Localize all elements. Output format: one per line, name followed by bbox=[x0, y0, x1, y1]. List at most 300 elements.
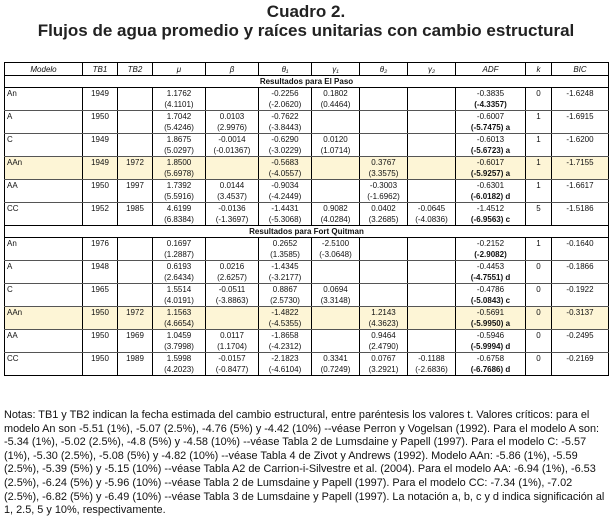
header-cell: ADF bbox=[456, 63, 526, 76]
table-row-tstats bbox=[5, 318, 609, 330]
cell-th2: 0.3767 bbox=[360, 157, 408, 169]
cell-bic: -0.2169 bbox=[552, 353, 609, 365]
cell-model: C bbox=[5, 134, 83, 146]
cell-tb1: 1950 bbox=[83, 353, 118, 365]
cell-tb1: 1952 bbox=[83, 203, 118, 215]
cell-empty bbox=[552, 249, 609, 261]
cell-t_th2 bbox=[360, 145, 408, 157]
cell-empty bbox=[83, 99, 118, 111]
cell-th2 bbox=[360, 261, 408, 273]
cell-model: AA bbox=[5, 180, 83, 192]
cell-t_g2 bbox=[408, 341, 456, 353]
cell-mu: 1.7042 bbox=[153, 111, 206, 123]
cell-mu: 1.7392 bbox=[153, 180, 206, 192]
table-row bbox=[5, 284, 609, 296]
cell-t_g2 bbox=[408, 99, 456, 111]
cell-empty bbox=[83, 214, 118, 226]
cell-empty bbox=[5, 364, 83, 376]
header-cell: BIC bbox=[552, 63, 609, 76]
cell-g1 bbox=[312, 180, 360, 192]
cell-beta bbox=[206, 157, 259, 169]
cell-empty bbox=[118, 191, 153, 203]
cell-beta bbox=[206, 88, 259, 100]
cell-beta: -0.0136 bbox=[206, 203, 259, 215]
header-cell: β bbox=[206, 63, 259, 76]
cell-empty bbox=[83, 341, 118, 353]
cell-tb1: 1949 bbox=[83, 88, 118, 100]
cell-tb2: 1989 bbox=[118, 353, 153, 365]
header-cell: θ₂ bbox=[360, 63, 408, 76]
cell-t_g1: (3.3148) bbox=[312, 295, 360, 307]
cell-bic: -0.1922 bbox=[552, 284, 609, 296]
cell-empty bbox=[552, 295, 609, 307]
header-cell: Modelo bbox=[5, 63, 83, 76]
cell-t_g1 bbox=[312, 341, 360, 353]
cell-beta: 0.0216 bbox=[206, 261, 259, 273]
cell-tb1: 1950 bbox=[83, 111, 118, 123]
cell-empty bbox=[83, 249, 118, 261]
table-row-tstats bbox=[5, 168, 609, 180]
cell-th1: -1.4345 bbox=[259, 261, 312, 273]
cell-k: 1 bbox=[526, 157, 552, 169]
cell-g2 bbox=[408, 238, 456, 250]
cell-tb2 bbox=[118, 134, 153, 146]
cell-adf: -0.2152 bbox=[456, 238, 526, 250]
cell-t_g2 bbox=[408, 168, 456, 180]
table-row-tstats bbox=[5, 145, 609, 157]
table-row bbox=[5, 111, 609, 123]
cell-t_adf: (-5.9994) d bbox=[456, 341, 526, 353]
cell-t_th1: (-4.6104) bbox=[259, 364, 312, 376]
table-row bbox=[5, 88, 609, 100]
cell-tb1: 1976 bbox=[83, 238, 118, 250]
cell-empty bbox=[526, 214, 552, 226]
cell-k: 0 bbox=[526, 261, 552, 273]
cell-empty bbox=[118, 168, 153, 180]
table-row-tstats bbox=[5, 364, 609, 376]
cell-th1: -0.5683 bbox=[259, 157, 312, 169]
cell-tb2 bbox=[118, 261, 153, 273]
cell-empty bbox=[118, 214, 153, 226]
cell-k: 0 bbox=[526, 330, 552, 342]
cell-t_g1: (0.4464) bbox=[312, 99, 360, 111]
cell-t_g2: (-2.6836) bbox=[408, 364, 456, 376]
cell-model: An bbox=[5, 238, 83, 250]
cell-t_g2: (-4.0836) bbox=[408, 214, 456, 226]
cell-k: 0 bbox=[526, 353, 552, 365]
cell-g2 bbox=[408, 261, 456, 273]
cell-th2: 1.2143 bbox=[360, 307, 408, 319]
cell-t_beta: (2.9976) bbox=[206, 122, 259, 134]
cell-th2 bbox=[360, 111, 408, 123]
header-cell: μ bbox=[153, 63, 206, 76]
table-row bbox=[5, 203, 609, 215]
cell-bic: -0.2495 bbox=[552, 330, 609, 342]
cell-th2: -0.3003 bbox=[360, 180, 408, 192]
cell-t_beta bbox=[206, 99, 259, 111]
cell-k: 1 bbox=[526, 180, 552, 192]
cell-empty bbox=[526, 145, 552, 157]
cell-empty bbox=[118, 249, 153, 261]
cell-g1 bbox=[312, 261, 360, 273]
cell-t_beta: (1.1704) bbox=[206, 341, 259, 353]
cell-t_th1: (-4.2449) bbox=[259, 191, 312, 203]
cell-empty bbox=[118, 318, 153, 330]
cell-t_mu: (5.4246) bbox=[153, 122, 206, 134]
cell-t_mu: (2.6434) bbox=[153, 272, 206, 284]
cell-g1: 0.1802 bbox=[312, 88, 360, 100]
cell-t_th2: (3.2685) bbox=[360, 214, 408, 226]
cell-mu: 1.0459 bbox=[153, 330, 206, 342]
cell-g1 bbox=[312, 330, 360, 342]
cell-empty bbox=[5, 295, 83, 307]
cell-empty bbox=[552, 122, 609, 134]
cell-tb2 bbox=[118, 111, 153, 123]
cell-t_mu: (4.1101) bbox=[153, 99, 206, 111]
cell-tb1: 1949 bbox=[83, 134, 118, 146]
cell-tb1: 1950 bbox=[83, 180, 118, 192]
cell-tb1: 1965 bbox=[83, 284, 118, 296]
cell-t_g2 bbox=[408, 191, 456, 203]
cell-empty bbox=[526, 341, 552, 353]
cell-empty bbox=[118, 364, 153, 376]
cell-t_g1 bbox=[312, 122, 360, 134]
cell-t_th2 bbox=[360, 272, 408, 284]
cell-tb1: 1950 bbox=[83, 307, 118, 319]
cell-t_g1 bbox=[312, 272, 360, 284]
cell-bic: -0.3137 bbox=[552, 307, 609, 319]
table-row-tstats bbox=[5, 295, 609, 307]
cell-adf: -0.5946 bbox=[456, 330, 526, 342]
cell-t_adf: (-6.7686) d bbox=[456, 364, 526, 376]
cell-g2 bbox=[408, 284, 456, 296]
cell-g1 bbox=[312, 111, 360, 123]
cell-g1: 0.0120 bbox=[312, 134, 360, 146]
header-cell: k bbox=[526, 63, 552, 76]
cell-empty bbox=[83, 145, 118, 157]
cell-beta: 0.0117 bbox=[206, 330, 259, 342]
cell-mu: 1.1762 bbox=[153, 88, 206, 100]
cell-bic: -1.7155 bbox=[552, 157, 609, 169]
cell-empty bbox=[526, 318, 552, 330]
cell-t_th2 bbox=[360, 295, 408, 307]
cell-empty bbox=[552, 272, 609, 284]
cell-empty bbox=[83, 318, 118, 330]
cell-empty bbox=[83, 122, 118, 134]
cell-tb2 bbox=[118, 88, 153, 100]
cell-mu: 1.8675 bbox=[153, 134, 206, 146]
cell-th1: 0.8867 bbox=[259, 284, 312, 296]
cell-th2: 0.0767 bbox=[360, 353, 408, 365]
cell-empty bbox=[118, 122, 153, 134]
cell-t_adf: (-5.7475) a bbox=[456, 122, 526, 134]
cell-th2 bbox=[360, 284, 408, 296]
cell-empty bbox=[552, 364, 609, 376]
section-header-row bbox=[5, 76, 609, 88]
cell-t_g2 bbox=[408, 145, 456, 157]
cell-beta bbox=[206, 307, 259, 319]
cell-th1: -0.2256 bbox=[259, 88, 312, 100]
cell-tb2: 1985 bbox=[118, 203, 153, 215]
cell-adf: -0.4786 bbox=[456, 284, 526, 296]
cell-tb2 bbox=[118, 284, 153, 296]
cell-tb1: 1950 bbox=[83, 330, 118, 342]
cell-k: 0 bbox=[526, 307, 552, 319]
cell-empty bbox=[118, 99, 153, 111]
cell-t_mu: (6.8384) bbox=[153, 214, 206, 226]
cell-empty bbox=[83, 168, 118, 180]
cell-beta: 0.0103 bbox=[206, 111, 259, 123]
cell-adf: -1.4512 bbox=[456, 203, 526, 215]
header-cell: TB1 bbox=[83, 63, 118, 76]
cell-tb2: 1972 bbox=[118, 157, 153, 169]
cell-empty bbox=[83, 295, 118, 307]
cell-beta: -0.0014 bbox=[206, 134, 259, 146]
cell-beta bbox=[206, 238, 259, 250]
cell-empty bbox=[118, 145, 153, 157]
cell-t_beta: (2.6257) bbox=[206, 272, 259, 284]
cell-bic: -1.5186 bbox=[552, 203, 609, 215]
cell-model: AAn bbox=[5, 307, 83, 319]
cell-t_adf: (-2.9082) bbox=[456, 249, 526, 261]
cell-t_th1: (-3.2177) bbox=[259, 272, 312, 284]
cell-g2 bbox=[408, 88, 456, 100]
cell-adf: -0.3835 bbox=[456, 88, 526, 100]
cell-bic: -0.1866 bbox=[552, 261, 609, 273]
header-cell: θ₁ bbox=[259, 63, 312, 76]
cell-adf: -0.6013 bbox=[456, 134, 526, 146]
cell-th1: -0.9034 bbox=[259, 180, 312, 192]
cell-k: 0 bbox=[526, 88, 552, 100]
cell-model: A bbox=[5, 261, 83, 273]
cell-empty bbox=[526, 364, 552, 376]
cell-th2: 0.0402 bbox=[360, 203, 408, 215]
cell-adf: -0.5691 bbox=[456, 307, 526, 319]
cell-t_g1 bbox=[312, 191, 360, 203]
cell-t_mu: (1.2887) bbox=[153, 249, 206, 261]
cell-t_th1: (2.5730) bbox=[259, 295, 312, 307]
cell-empty bbox=[5, 318, 83, 330]
cell-empty bbox=[118, 272, 153, 284]
table-row bbox=[5, 238, 609, 250]
cell-empty bbox=[83, 191, 118, 203]
cell-t_g1: (1.0714) bbox=[312, 145, 360, 157]
cell-g2: -0.1188 bbox=[408, 353, 456, 365]
table-header-row bbox=[5, 63, 609, 76]
table-row-tstats bbox=[5, 214, 609, 226]
cell-k: 1 bbox=[526, 111, 552, 123]
cell-g2 bbox=[408, 307, 456, 319]
cell-t_th1: (-2.0620) bbox=[259, 99, 312, 111]
cell-g1: 0.0694 bbox=[312, 284, 360, 296]
cell-empty bbox=[5, 249, 83, 261]
cell-t_g2 bbox=[408, 295, 456, 307]
cell-th2 bbox=[360, 88, 408, 100]
cell-th1: -2.1823 bbox=[259, 353, 312, 365]
cell-t_mu: (5.0297) bbox=[153, 145, 206, 157]
cell-t_beta: (3.4537) bbox=[206, 191, 259, 203]
cell-t_th2: (-1.6962) bbox=[360, 191, 408, 203]
cell-bic: -1.6617 bbox=[552, 180, 609, 192]
table-row bbox=[5, 261, 609, 273]
cell-adf: -0.6301 bbox=[456, 180, 526, 192]
cell-beta: -0.0511 bbox=[206, 284, 259, 296]
cell-empty bbox=[552, 214, 609, 226]
cell-empty bbox=[552, 191, 609, 203]
cell-t_th1: (-3.0229) bbox=[259, 145, 312, 157]
cell-t_beta bbox=[206, 318, 259, 330]
cell-empty bbox=[526, 191, 552, 203]
cell-beta: 0.0144 bbox=[206, 180, 259, 192]
cell-bic: -1.6248 bbox=[552, 88, 609, 100]
cell-t_beta: (-1.3697) bbox=[206, 214, 259, 226]
cell-t_mu: (4.2023) bbox=[153, 364, 206, 376]
section-label: Resultados para Fort Quitman bbox=[5, 226, 609, 238]
cell-t_adf: (-4.3357) bbox=[456, 99, 526, 111]
cell-tb1: 1948 bbox=[83, 261, 118, 273]
cell-mu: 0.1697 bbox=[153, 238, 206, 250]
cell-empty bbox=[5, 99, 83, 111]
header-cell: TB2 bbox=[118, 63, 153, 76]
cell-t_g2 bbox=[408, 318, 456, 330]
cell-t_th2 bbox=[360, 122, 408, 134]
cell-t_g2 bbox=[408, 122, 456, 134]
cell-t_th2 bbox=[360, 249, 408, 261]
cell-t_adf: (-6.0182) d bbox=[456, 191, 526, 203]
table-row-tstats bbox=[5, 99, 609, 111]
cell-mu: 1.8500 bbox=[153, 157, 206, 169]
cell-adf: -0.6758 bbox=[456, 353, 526, 365]
cell-empty bbox=[552, 341, 609, 353]
cell-g1 bbox=[312, 157, 360, 169]
cell-t_mu: (4.6654) bbox=[153, 318, 206, 330]
cell-t_g1: (0.7249) bbox=[312, 364, 360, 376]
section-label: Resultados para El Paso bbox=[5, 76, 609, 88]
table-row-tstats bbox=[5, 341, 609, 353]
cell-th2 bbox=[360, 238, 408, 250]
cell-g2 bbox=[408, 111, 456, 123]
cell-empty bbox=[526, 272, 552, 284]
table-row-tstats bbox=[5, 191, 609, 203]
table-caption: Cuadro 2. bbox=[266, 2, 346, 21]
cell-empty bbox=[552, 145, 609, 157]
cell-k: 0 bbox=[526, 284, 552, 296]
cell-t_th2 bbox=[360, 99, 408, 111]
cell-empty bbox=[526, 168, 552, 180]
section-header-row bbox=[5, 226, 609, 238]
cell-t_th2: (4.3623) bbox=[360, 318, 408, 330]
cell-k: 1 bbox=[526, 238, 552, 250]
cell-t_adf: (-5.9257) a bbox=[456, 168, 526, 180]
cell-t_g2 bbox=[408, 272, 456, 284]
cell-t_beta bbox=[206, 168, 259, 180]
cell-empty bbox=[118, 295, 153, 307]
table-row bbox=[5, 353, 609, 365]
results-table bbox=[4, 62, 609, 376]
cell-empty bbox=[552, 318, 609, 330]
cell-th1: -1.4822 bbox=[259, 307, 312, 319]
cell-t_adf: (-6.9563) c bbox=[456, 214, 526, 226]
cell-model: An bbox=[5, 88, 83, 100]
table-row bbox=[5, 307, 609, 319]
header-cell: γ₁ bbox=[312, 63, 360, 76]
table-row-tstats bbox=[5, 122, 609, 134]
cell-th2 bbox=[360, 134, 408, 146]
cell-model: CC bbox=[5, 353, 83, 365]
cell-empty bbox=[5, 341, 83, 353]
cell-t_th2: (3.2921) bbox=[360, 364, 408, 376]
cell-tb1: 1949 bbox=[83, 157, 118, 169]
cell-g1 bbox=[312, 307, 360, 319]
cell-t_th1: (-5.3068) bbox=[259, 214, 312, 226]
cell-t_th1: (1.3585) bbox=[259, 249, 312, 261]
cell-empty bbox=[5, 168, 83, 180]
cell-model: A bbox=[5, 111, 83, 123]
header-cell: γ₂ bbox=[408, 63, 456, 76]
cell-th1: -1.8658 bbox=[259, 330, 312, 342]
cell-adf: -0.4453 bbox=[456, 261, 526, 273]
cell-th1: 0.2652 bbox=[259, 238, 312, 250]
cell-model: AA bbox=[5, 330, 83, 342]
cell-t_g2 bbox=[408, 249, 456, 261]
cell-empty bbox=[5, 272, 83, 284]
cell-g1: 0.9082 bbox=[312, 203, 360, 215]
cell-bic: -1.6915 bbox=[552, 111, 609, 123]
cell-k: 5 bbox=[526, 203, 552, 215]
table-title: Flujos de agua promedio y raíces unitarias con cambio estructural bbox=[37, 21, 575, 40]
cell-empty bbox=[83, 272, 118, 284]
table-row bbox=[5, 157, 609, 169]
cell-th1: -0.7622 bbox=[259, 111, 312, 123]
cell-k: 1 bbox=[526, 134, 552, 146]
cell-t_th1: (-4.2312) bbox=[259, 341, 312, 353]
cell-tb2: 1972 bbox=[118, 307, 153, 319]
cell-t_th2: (2.4790) bbox=[360, 341, 408, 353]
results-table-body bbox=[5, 63, 609, 376]
cell-tb2: 1969 bbox=[118, 330, 153, 342]
table-row bbox=[5, 180, 609, 192]
cell-g2: -0.0645 bbox=[408, 203, 456, 215]
cell-t_beta: (-3.8863) bbox=[206, 295, 259, 307]
cell-beta: -0.0157 bbox=[206, 353, 259, 365]
cell-empty bbox=[526, 122, 552, 134]
cell-t_mu: (5.5916) bbox=[153, 191, 206, 203]
cell-t_th1: (-4.5355) bbox=[259, 318, 312, 330]
cell-empty bbox=[552, 99, 609, 111]
cell-t_adf: (-4.7551) d bbox=[456, 272, 526, 284]
cell-empty bbox=[5, 145, 83, 157]
cell-t_mu: (5.6978) bbox=[153, 168, 206, 180]
cell-empty bbox=[526, 295, 552, 307]
cell-mu: 1.5998 bbox=[153, 353, 206, 365]
cell-t_adf: (-5.6723) a bbox=[456, 145, 526, 157]
cell-t_mu: (4.0191) bbox=[153, 295, 206, 307]
cell-empty bbox=[118, 341, 153, 353]
cell-t_beta: (-0.8477) bbox=[206, 364, 259, 376]
cell-t_th1: (-3.8443) bbox=[259, 122, 312, 134]
cell-tb2: 1997 bbox=[118, 180, 153, 192]
cell-bic: -0.1640 bbox=[552, 238, 609, 250]
table-row-tstats bbox=[5, 272, 609, 284]
table-row-tstats bbox=[5, 249, 609, 261]
cell-g2 bbox=[408, 180, 456, 192]
table-notes: Notas: TB1 y TB2 indican la fecha estimada del cambio estructural, entre paréntesis los valores t. Valores críticos: para el modelo An son -5.51 (1%), -5.07 (2.5%), -4.76 (5%) y -4.42 (10%) --véase Perron y Vogelsan (1992). Para el modelo A son: -5.34 (1%), -5.02 (2.5%), -4.8 (5%) y -4.58 (10%) --véase Tabla 2 de Lumsdaine y Papell (1997). Para el modelo C: -5.57 (1%), -5.30 (2.5%), -5.08 (5%) y -4.82 (10%) --véase Tabla 4 de Zivot y Andrews (1992). Modelo AAn: -5.86 (1%), -5.59 (2.5%), -5.39 (5%) y -5.15 (10%) --véase Tabla A2 de Carrion-i-Silvestre et al. (2004). Para el modelo AA: -6.94 (1%), -6.53 (2.5%), -6.24 (5%) y -5.96 (10%) --véase Tabla 2 de Lumsdaine y Papell (1997). Para el modelo CC: -7.34 (1%), -7.02 (2.5%), -6.82 (5%) y -6.49 (10%) --véase Tabla 3 de Lumsdaine y Papell (1997). La notación a, b, c y d indica significación al 1, 2.5, 5 y 10%, respectivamente. bbox=[4, 409, 605, 517]
cell-model: C bbox=[5, 284, 83, 296]
cell-t_adf: (-5.9950) a bbox=[456, 318, 526, 330]
cell-mu: 1.1563 bbox=[153, 307, 206, 319]
cell-mu: 1.5514 bbox=[153, 284, 206, 296]
cell-g2 bbox=[408, 157, 456, 169]
